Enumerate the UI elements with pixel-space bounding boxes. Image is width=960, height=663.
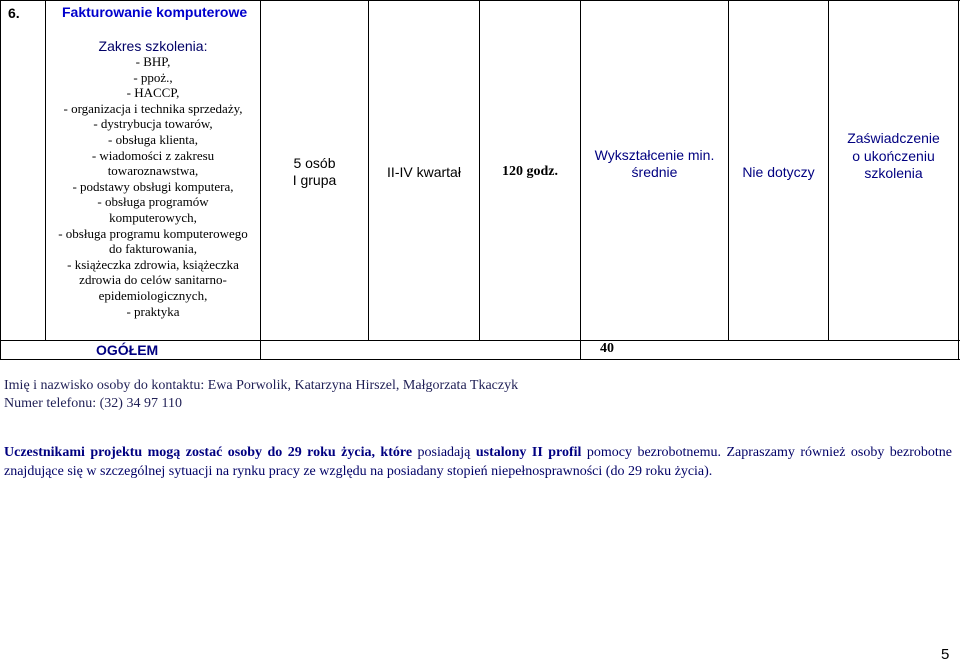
table-top-border (0, 0, 960, 1)
scope-item: - książeczka zdrowia, książeczka (67, 256, 239, 272)
table-left-border (0, 0, 1, 360)
scope-item: - podstawy obsługi komputera, (72, 178, 234, 194)
scope-item: towaroznawstwa, (107, 163, 199, 179)
scope-item: do fakturowania, (108, 241, 198, 257)
certificate-line1: Zaświadczenie (847, 130, 940, 146)
row-number: 6. (8, 5, 20, 21)
scope-item: komputerowych, (109, 209, 197, 225)
period-cell: II-IV kwartał (387, 164, 461, 180)
scope-item: epidemiologicznych, (98, 287, 208, 303)
scope-item: - BHP, (135, 54, 171, 69)
notice-normal-part2: pomocy bezrobotnemu. Zapraszamy również osoby bezrobotne znajdujące się w szczególnej sytuacji na rynku pracy ze względu na posiadany stopień niepełnosprawności (do 29 roku życia). (4, 445, 952, 479)
contact-persons: Imię i nazwisko osoby do kontaktu: Ewa Porwolik, Katarzyna Hirszel, Małgorzata Tkaczyk (4, 378, 519, 393)
education-cell (581, 147, 728, 181)
scope-item: - ppoż., (133, 69, 173, 85)
contact-phone: Numer telefonu: (32) 34 97 110 (4, 396, 182, 411)
scope-item: - obsługa programów (97, 194, 209, 210)
total-label: OGÓŁEM (96, 342, 159, 358)
hours-cell: 120 godz. (502, 164, 558, 179)
notice-normal-part1: posiadają (412, 445, 476, 460)
scope-item: - wiadomości z zakresu (91, 147, 215, 163)
scope-item: zdrowia do celów sanitarno- (79, 272, 227, 288)
scope-item: - dystrybucja towarów, (93, 116, 213, 132)
notice-bold-part: Uczestnikami projektu mogą zostać osoby do 29 roku życia, które (4, 445, 413, 460)
scope-item: - praktyka (126, 303, 180, 319)
scope-item: - obsługa programu komputerowego (58, 225, 248, 241)
course-cell (46, 4, 260, 319)
table-bottom-border (0, 359, 960, 360)
education-line2: średnie (631, 164, 678, 180)
certificate-line2: o ukończeniu (852, 147, 935, 164)
notice-paragraph (4, 443, 952, 481)
contact-block (4, 377, 954, 413)
certificate-line3: szkolenia (864, 165, 923, 181)
not-applicable-cell: Nie dotyczy (742, 164, 815, 180)
scope-heading: Zakres szkolenia: (98, 38, 208, 54)
scope-item: - obsługa klienta, (108, 131, 198, 147)
participants-cell (261, 155, 368, 189)
participants-count: 5 osób (293, 155, 336, 171)
education-line1: Wykształcenie min. (594, 147, 715, 163)
table-row-border (0, 340, 960, 341)
scope-item: - HACCP, (126, 85, 180, 101)
scope-list (46, 54, 260, 319)
notice-bold-part2: ustalony II profil (475, 445, 582, 460)
scope-item: - organizacja i technika sprzedaży, (63, 100, 243, 116)
certificate-cell (829, 130, 958, 183)
total-value: 40 (600, 341, 614, 356)
table-right-border (958, 0, 959, 360)
page-number: 5 (941, 646, 950, 663)
course-title: Fakturowanie komputerowe (62, 4, 248, 20)
participants-group: I grupa (292, 172, 337, 188)
